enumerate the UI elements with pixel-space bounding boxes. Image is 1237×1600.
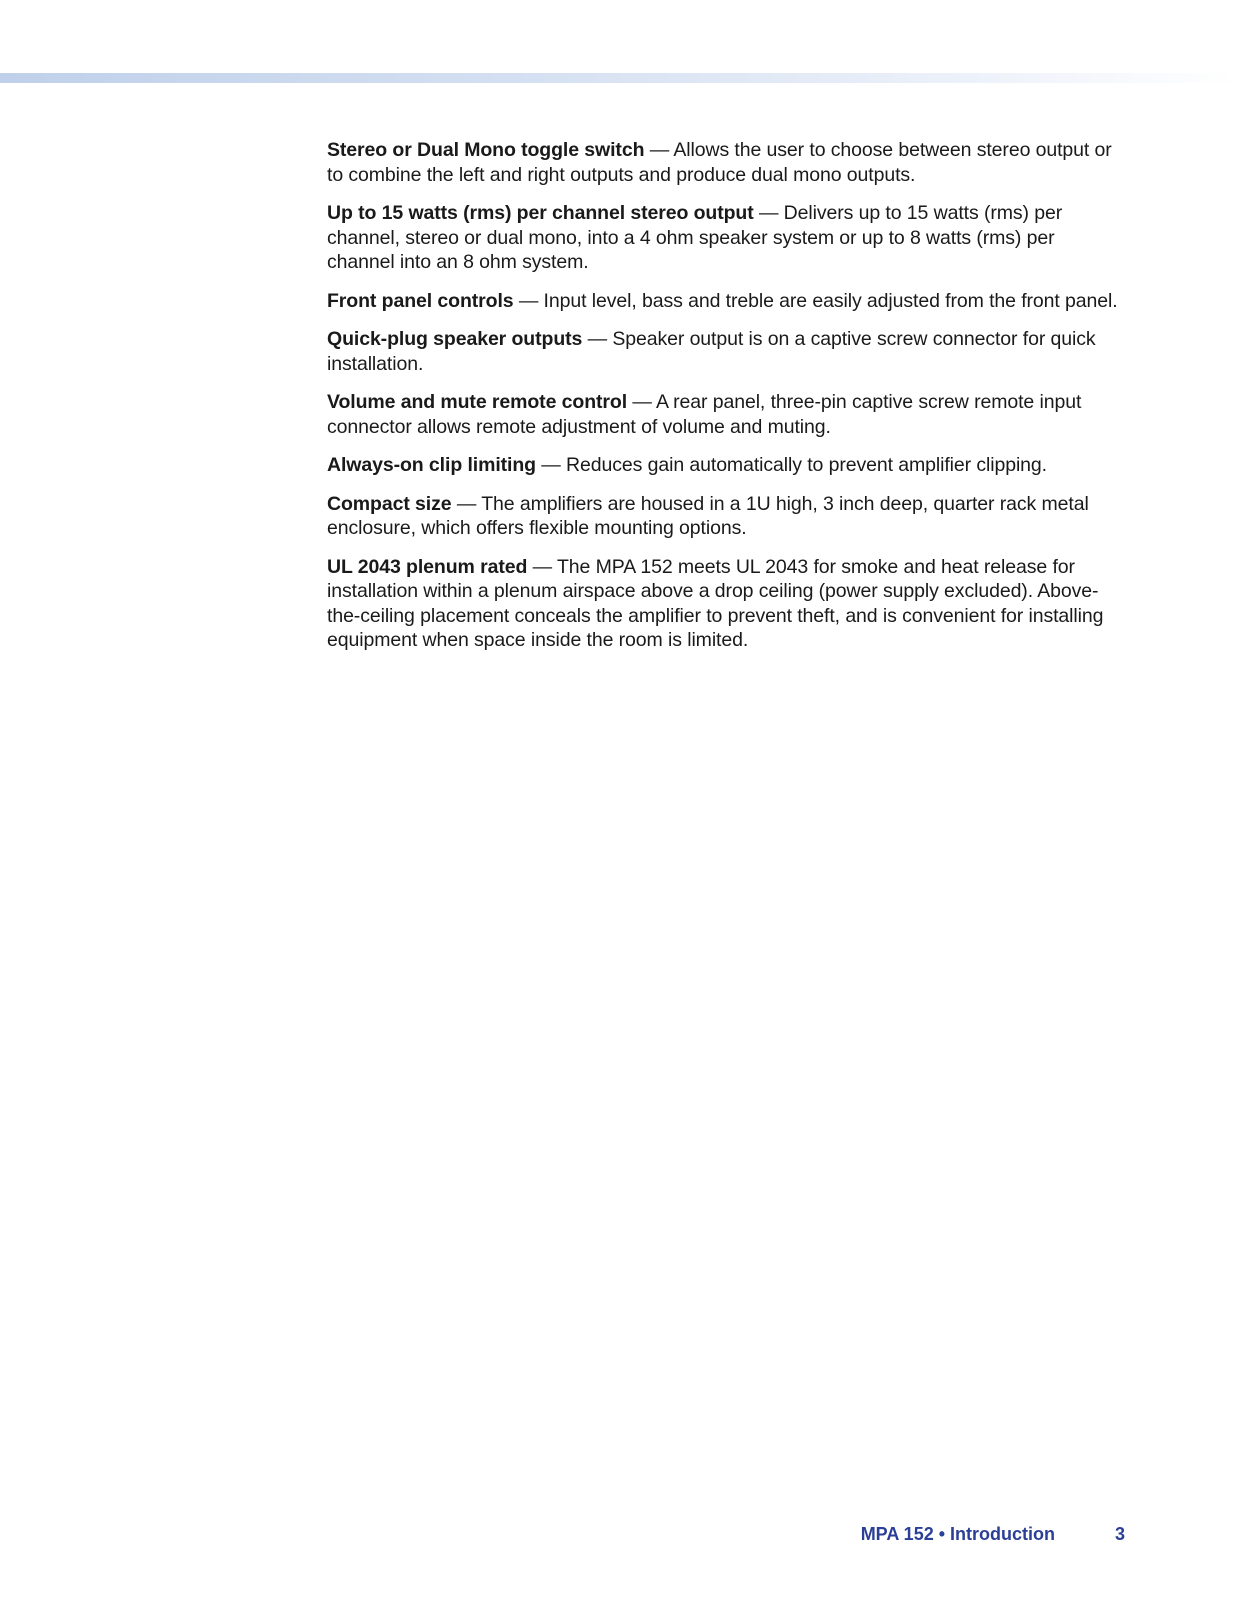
feature-item [327, 453, 1127, 478]
feature-description: — Delivers up to 15 watts (rms) per channel, stereo or dual mono, into a 4 ohm speaker system or up to 8 watts (rms) per channel into an 8 ohm system. [327, 202, 1063, 273]
feature-term: Stereo or Dual Mono toggle switch [327, 139, 645, 161]
feature-description: — A rear panel, three-pin captive screw remote input connector allows remote adjustment of volume and muting. [327, 391, 1082, 438]
page-footer [0, 1524, 1237, 1548]
feature-term: Compact size [327, 492, 452, 515]
feature-term: Volume and mute remote control [327, 391, 628, 413]
feature-description: — Allows the user to choose between stereo output or to combine the left and right outputs and produce dual mono outputs. [327, 139, 1112, 186]
feature-item [327, 492, 1127, 541]
feature-term: Always-on clip limiting [327, 454, 536, 476]
feature-item [327, 289, 1127, 314]
header-accent-bar [0, 73, 1237, 83]
feature-list [327, 138, 1127, 667]
feature-description: — The MPA 152 meets UL 2043 for smoke and heat release for installation within a plenum airspace above a drop ceiling (power supply excluded). Above-the-ceiling placement conceals the amplifier to prevent theft, and is convenient for installing equipment when space inside the room is limited. [327, 555, 1104, 651]
footer-title: MPA 152 • Introduction [860, 1524, 1055, 1544]
feature-description: — The amplifiers are housed in a 1U high, 3 inch deep, quarter rack metal enclosure, which offers flexible mounting options. [327, 492, 1089, 539]
feature-term: UL 2043 plenum rated [327, 555, 528, 578]
feature-item [327, 327, 1127, 376]
feature-term: Front panel controls [327, 289, 514, 312]
feature-description: — Reduces gain automatically to prevent amplifier clipping. [535, 454, 1047, 476]
feature-description: — Speaker output is on a captive screw connector for quick installation. [327, 328, 1096, 375]
feature-item [327, 201, 1127, 275]
feature-description: — Input level, bass and treble are easily adjusted from the front panel. [513, 289, 1118, 312]
page-number: 3 [1114, 1524, 1125, 1544]
feature-term: Up to 15 watts (rms) per channel stereo output [327, 202, 754, 224]
feature-item [327, 390, 1127, 439]
feature-item [327, 138, 1127, 187]
feature-term: Quick-plug speaker outputs [327, 328, 583, 350]
feature-item [327, 555, 1127, 653]
